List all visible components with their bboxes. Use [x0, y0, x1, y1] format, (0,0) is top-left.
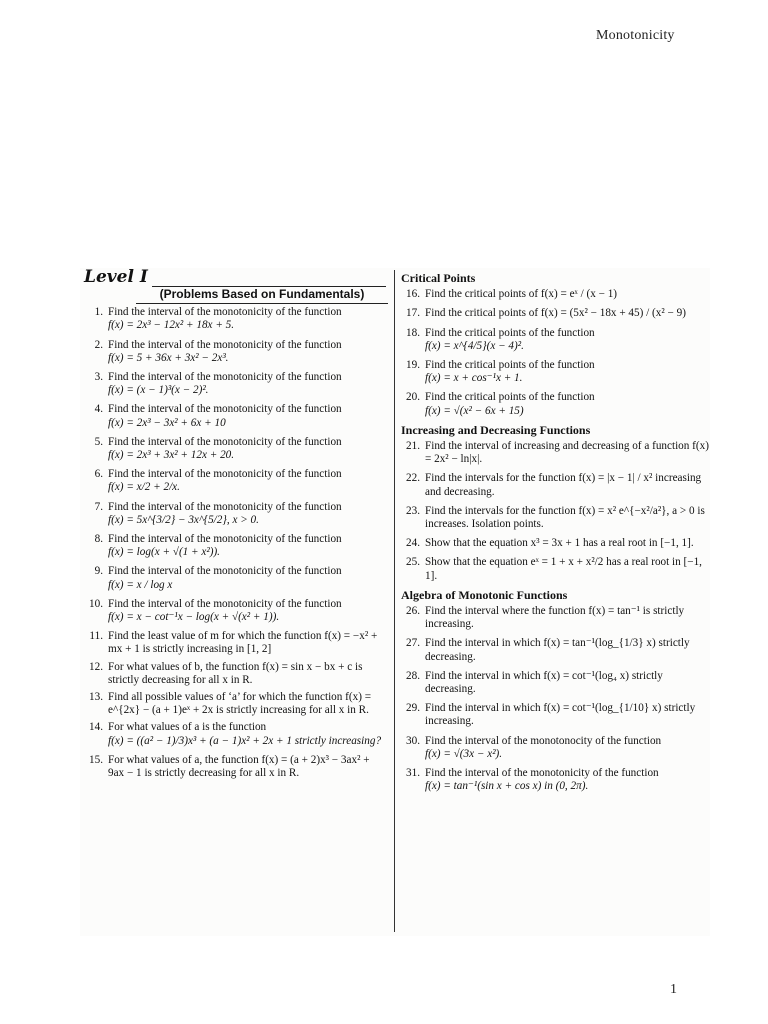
problem-number: 4. [94, 403, 103, 416]
problem-number: 23. [406, 504, 420, 517]
problem-body [425, 288, 709, 301]
problem-item [84, 403, 388, 429]
problem-body [425, 391, 709, 417]
problem-number: 6. [94, 468, 103, 481]
problem-body [425, 556, 709, 582]
problem-formula: f(x) = 2x³ − 12x² + 18x + 5. [108, 319, 235, 332]
problem-number: 12. [89, 660, 103, 673]
problem-number: 24. [406, 537, 420, 550]
problem-number: 11. [89, 630, 103, 643]
problem-item [84, 533, 388, 559]
problem-item [401, 537, 709, 550]
problem-body [425, 735, 709, 761]
problem-item [401, 359, 709, 385]
problem-formula: f(x) = (x − 1)³(x − 2)². [108, 384, 209, 397]
problem-text: Find the critical points of the function [425, 391, 595, 404]
problem-formula: f(x) = √(3x − x²). [425, 747, 503, 760]
problem-item [401, 472, 709, 498]
problem-text: Find the interval of the monotonicity of the function [108, 533, 342, 546]
problem-text: Find the interval of the monotonicity of the function [108, 306, 342, 319]
section-title-critical-points: Critical Points [401, 271, 476, 285]
problem-item [401, 767, 709, 793]
problem-formula: f(x) = ((a² − 1)/3)x³ + (a − 1)x² + 2x + 1 strictly increasing? [108, 734, 382, 747]
problem-text: Find the interval of the monotonicity of the function [108, 435, 342, 448]
problem-body [425, 702, 709, 728]
problem-body [108, 630, 388, 656]
right-column [401, 270, 709, 800]
problem-text: Find the interval where the function f(x) = tan⁻¹ is strictly increasing. [425, 605, 685, 631]
problem-text: Find the interval of the monotonicity of the function [108, 597, 342, 610]
problem-body [108, 371, 388, 397]
problem-item [84, 754, 388, 780]
problem-formula: f(x) = 5 + 36x + 3x² − 2x³. [108, 351, 229, 364]
problem-text: Find the interval in which f(x) = tan⁻¹(log_{1/3} x) strictly decreasing. [425, 637, 690, 663]
problem-body [108, 721, 388, 747]
problem-body [425, 605, 709, 631]
problem-item [401, 702, 709, 728]
problem-number: 13. [89, 691, 103, 704]
problem-body [425, 537, 709, 550]
problem-formula: f(x) = x / log x [108, 578, 173, 591]
problem-item [84, 306, 388, 332]
problem-number: 30. [406, 734, 420, 747]
problem-number: 5. [94, 435, 103, 448]
problem-text: For what values of b, the function f(x) = sin x − bx + c is strictly decreasing for all x in R. [108, 660, 363, 686]
problem-text: Find the least value of m for which the function f(x) = −x² + mx + 1 is strictly increasing in [1, 2] [108, 630, 378, 656]
level-title: Level I [84, 267, 148, 287]
problem-item [401, 327, 709, 353]
problem-item [401, 670, 709, 696]
problem-number: 16. [406, 288, 420, 301]
problem-text: Show that the equation x³ = 3x + 1 has a real root in [−1, 1]. [425, 537, 694, 550]
problem-formula: f(x) = log(x + √(1 + x²)). [108, 546, 220, 559]
running-head: Monotonicity [596, 28, 675, 43]
problem-list-algebra-monotonic [401, 605, 709, 793]
problem-text: Show that the equation eˣ = 1 + x + x²/2 has a real root in [−1, 1]. [425, 556, 702, 582]
problem-number: 9. [94, 565, 103, 578]
problem-text: For what values of a is the function [108, 721, 267, 734]
problem-item [401, 505, 709, 531]
problem-number: 1. [94, 306, 103, 319]
problem-number: 31. [406, 767, 420, 780]
problem-formula: f(x) = x + cos⁻¹x + 1. [425, 372, 523, 385]
problem-body [425, 359, 709, 385]
problem-number: 21. [406, 440, 420, 453]
problem-text: Find the interval of the monotonicity of the function [108, 371, 342, 384]
problem-number: 29. [406, 702, 420, 715]
problem-text: Find the critical points of f(x) = (5x² − 18x + 45) / (x² − 9) [425, 307, 686, 320]
problem-body [108, 468, 388, 494]
problem-body [108, 598, 388, 624]
problem-body [425, 637, 709, 663]
problem-body [425, 472, 709, 498]
problem-item [401, 605, 709, 631]
problem-body [108, 306, 388, 332]
problem-body [108, 754, 388, 780]
problem-item [84, 661, 388, 687]
problem-number: 19. [406, 359, 420, 372]
problem-item [84, 468, 388, 494]
problem-number: 10. [89, 597, 103, 610]
problem-number: 18. [406, 326, 420, 339]
problem-number: 22. [406, 472, 420, 485]
problem-item [401, 307, 709, 320]
problem-list-fundamentals [84, 306, 388, 780]
problem-body [108, 661, 388, 687]
problem-item [84, 501, 388, 527]
problem-item [84, 721, 388, 747]
level-rule [152, 286, 386, 287]
problem-body [108, 436, 388, 462]
problem-number: 7. [94, 500, 103, 513]
problem-text: Find the critical points of the function [425, 359, 595, 372]
problem-number: 20. [406, 391, 420, 404]
problem-item [401, 637, 709, 663]
problem-list-critical-points [401, 288, 709, 418]
problem-item [84, 565, 388, 591]
problem-item [84, 371, 388, 397]
problem-formula: f(x) = 2x³ + 3x² + 12x + 20. [108, 449, 235, 462]
problem-item [401, 391, 709, 417]
problem-number: 3. [94, 371, 103, 384]
problem-body [425, 767, 709, 793]
problem-item [401, 556, 709, 582]
problem-number: 27. [406, 637, 420, 650]
problem-text: Find the intervals for the function f(x) = |x − 1| / x² increasing and decreasing. [425, 472, 702, 498]
problem-text: Find the interval of the monotonicity of the function [425, 767, 659, 780]
problem-text: Find the intervals for the function f(x) = x² e^{−x²/a²}, a > 0 is increases. Isolation points. [425, 504, 705, 531]
problem-text: Find the interval of the monotonicity of the function [108, 338, 342, 351]
problem-body [425, 327, 709, 353]
level-subtitle: (Problems Based on Fundamentals) [136, 288, 388, 304]
problem-body [425, 307, 709, 320]
problem-text: Find the interval of increasing and decreasing of a function f(x) = 2x² − ln|x|. [425, 440, 709, 466]
problem-text: Find the interval of the monotonicity of the function [108, 500, 342, 513]
problem-formula: f(x) = √(x² − 6x + 15) [425, 404, 524, 417]
problem-item [401, 735, 709, 761]
problem-text: Find the interval in which f(x) = cot⁻¹(log₄ x) strictly decreasing. [425, 669, 663, 696]
problem-body [108, 691, 388, 717]
problem-text: Find the interval of the monotonicity of the function [108, 468, 342, 481]
problem-text: Find the interval of the monotonocity of the function [425, 734, 662, 747]
problem-item [84, 436, 388, 462]
problem-body [425, 505, 709, 531]
problem-body [108, 533, 388, 559]
page-number: 1 [670, 982, 677, 997]
problem-item [84, 339, 388, 365]
problem-item [84, 691, 388, 717]
problem-text: Find the interval of the monotonicity of the function [108, 403, 342, 416]
problem-number: 17. [406, 307, 420, 320]
problem-number: 26. [406, 605, 420, 618]
problem-formula: f(x) = x − cot⁻¹x − log(x + √(x² + 1)). [108, 611, 280, 624]
problem-item [401, 288, 709, 301]
problem-text: Find the critical points of the function [425, 326, 595, 339]
problem-text: Find the interval of the monotonicity of the function [108, 565, 342, 578]
left-column [84, 267, 388, 784]
problem-body [108, 339, 388, 365]
problem-item [84, 630, 388, 656]
problem-formula: f(x) = x^{4/5}(x − 4)². [425, 339, 524, 352]
problem-formula: f(x) = x/2 + 2/x. [108, 481, 180, 494]
section-title-increasing-decreasing: Increasing and Decreasing Functions [401, 422, 591, 437]
level-heading [84, 267, 388, 292]
problem-text: Find the critical points of f(x) = eˣ / (x − 1) [425, 288, 618, 301]
problem-number: 15. [89, 753, 103, 766]
problem-number: 25. [406, 556, 420, 569]
problem-number: 8. [94, 533, 103, 546]
problem-item [401, 440, 709, 466]
problem-formula: f(x) = tan⁻¹(sin x + cos x) in (0, 2π). [425, 780, 589, 793]
problem-body [425, 670, 709, 696]
problem-list-increasing-decreasing [401, 440, 709, 583]
problem-formula: f(x) = 2x³ − 3x² + 6x + 10 [108, 416, 226, 429]
column-divider [394, 270, 395, 932]
problem-text: Find the interval in which f(x) = cot⁻¹(log_{1/10} x) strictly increasing. [425, 702, 696, 728]
problem-body [425, 440, 709, 466]
problem-text: Find all possible values of ‘a’ for which the function f(x) = e^{2x} − (a + 1)eˣ + 2x is strictly increasing for all x in R. [108, 691, 372, 717]
problem-body [108, 501, 388, 527]
problem-number: 14. [89, 721, 103, 734]
problem-text: For what values of a, the function f(x) = (a + 2)x³ − 3ax² + 9ax − 1 is strictly decreasing for all x in R. [108, 753, 370, 780]
problem-item [84, 598, 388, 624]
problem-number: 2. [94, 338, 103, 351]
problem-number: 28. [406, 669, 420, 682]
problem-body [108, 565, 388, 591]
section-title-algebra-monotonic: Algebra of Monotonic Functions [401, 587, 568, 602]
problem-body [108, 403, 388, 429]
problem-formula: f(x) = 5x^{3/2} − 3x^{5/2}, x > 0. [108, 513, 259, 526]
